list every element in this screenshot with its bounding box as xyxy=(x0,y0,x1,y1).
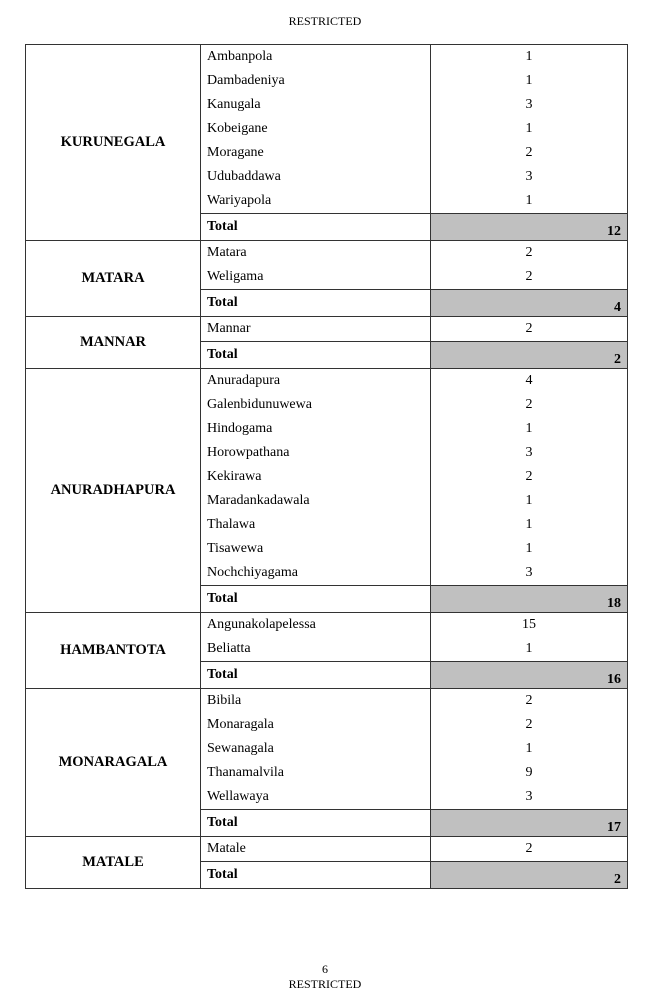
classification-footer: RESTRICTED xyxy=(288,977,362,991)
district-table xyxy=(25,44,628,889)
place-name: Wariyapola xyxy=(201,189,431,214)
place-count: 1 xyxy=(431,513,628,537)
place-name: Kobeigane xyxy=(201,117,431,141)
district-name: MANNAR xyxy=(26,317,201,369)
total-value: 4 xyxy=(431,290,628,317)
total-label: Total xyxy=(201,290,431,317)
place-name: Hindogama xyxy=(201,417,431,441)
place-name: Wellawaya xyxy=(201,785,431,810)
place-count: 3 xyxy=(431,165,628,189)
place-count: 1 xyxy=(431,45,628,70)
place-count: 1 xyxy=(431,117,628,141)
place-name: Kekirawa xyxy=(201,465,431,489)
place-name: Horowpathana xyxy=(201,441,431,465)
place-count: 2 xyxy=(431,465,628,489)
place-count: 2 xyxy=(431,393,628,417)
place-count: 1 xyxy=(431,189,628,214)
place-count: 15 xyxy=(431,613,628,638)
district-name: MATARA xyxy=(26,241,201,317)
table-row xyxy=(26,369,628,394)
total-label: Total xyxy=(201,662,431,689)
total-value: 18 xyxy=(431,586,628,613)
place-name: Moragane xyxy=(201,141,431,165)
page-number: 6 xyxy=(322,962,328,976)
place-name: Angunakolapelessa xyxy=(201,613,431,638)
place-name: Anuradapura xyxy=(201,369,431,394)
place-count: 1 xyxy=(431,69,628,93)
place-count: 3 xyxy=(431,441,628,465)
district-name: ANURADHAPURA xyxy=(26,369,201,613)
place-name: Thanamalvila xyxy=(201,761,431,785)
place-name: Maradankadawala xyxy=(201,489,431,513)
place-count: 2 xyxy=(431,141,628,165)
place-count: 2 xyxy=(431,241,628,266)
place-name: Beliatta xyxy=(201,637,431,662)
total-value: 12 xyxy=(431,214,628,241)
district-name: MATALE xyxy=(26,837,201,889)
place-count: 2 xyxy=(431,317,628,342)
table-body xyxy=(26,45,628,889)
place-name: Tisawewa xyxy=(201,537,431,561)
place-count: 3 xyxy=(431,785,628,810)
place-name: Bibila xyxy=(201,689,431,714)
place-name: Galenbidunuwewa xyxy=(201,393,431,417)
total-value: 2 xyxy=(431,862,628,889)
place-count: 4 xyxy=(431,369,628,394)
total-label: Total xyxy=(201,214,431,241)
place-count: 3 xyxy=(431,93,628,117)
classification-header: RESTRICTED xyxy=(288,14,362,28)
district-name: HAMBANTOTA xyxy=(26,613,201,689)
place-name: Thalawa xyxy=(201,513,431,537)
place-name: Ambanpola xyxy=(201,45,431,70)
table-row xyxy=(26,241,628,266)
place-name: Kanugala xyxy=(201,93,431,117)
table-row xyxy=(26,837,628,862)
place-count: 1 xyxy=(431,417,628,441)
place-name: Monaragala xyxy=(201,713,431,737)
total-label: Total xyxy=(201,862,431,889)
place-count: 2 xyxy=(431,689,628,714)
place-count: 2 xyxy=(431,713,628,737)
district-name: MONARAGALA xyxy=(26,689,201,837)
total-value: 17 xyxy=(431,810,628,837)
place-count: 9 xyxy=(431,761,628,785)
place-name: Sewanagala xyxy=(201,737,431,761)
place-count: 2 xyxy=(431,837,628,862)
table-row xyxy=(26,45,628,70)
place-count: 2 xyxy=(431,265,628,290)
place-name: Nochchiyagama xyxy=(201,561,431,586)
district-name: KURUNEGALA xyxy=(26,45,201,241)
place-count: 1 xyxy=(431,537,628,561)
total-label: Total xyxy=(201,342,431,369)
total-label: Total xyxy=(201,810,431,837)
place-count: 3 xyxy=(431,561,628,586)
place-name: Udubaddawa xyxy=(201,165,431,189)
place-count: 1 xyxy=(431,737,628,761)
total-label: Total xyxy=(201,586,431,613)
place-count: 1 xyxy=(431,489,628,513)
table-row xyxy=(26,613,628,638)
table-row xyxy=(26,317,628,342)
total-value: 2 xyxy=(431,342,628,369)
place-name: Weligama xyxy=(201,265,431,290)
place-count: 1 xyxy=(431,637,628,662)
place-name: Dambadeniya xyxy=(201,69,431,93)
place-name: Mannar xyxy=(201,317,431,342)
place-name: Matale xyxy=(201,837,431,862)
table-row xyxy=(26,689,628,714)
total-value: 16 xyxy=(431,662,628,689)
place-name: Matara xyxy=(201,241,431,266)
